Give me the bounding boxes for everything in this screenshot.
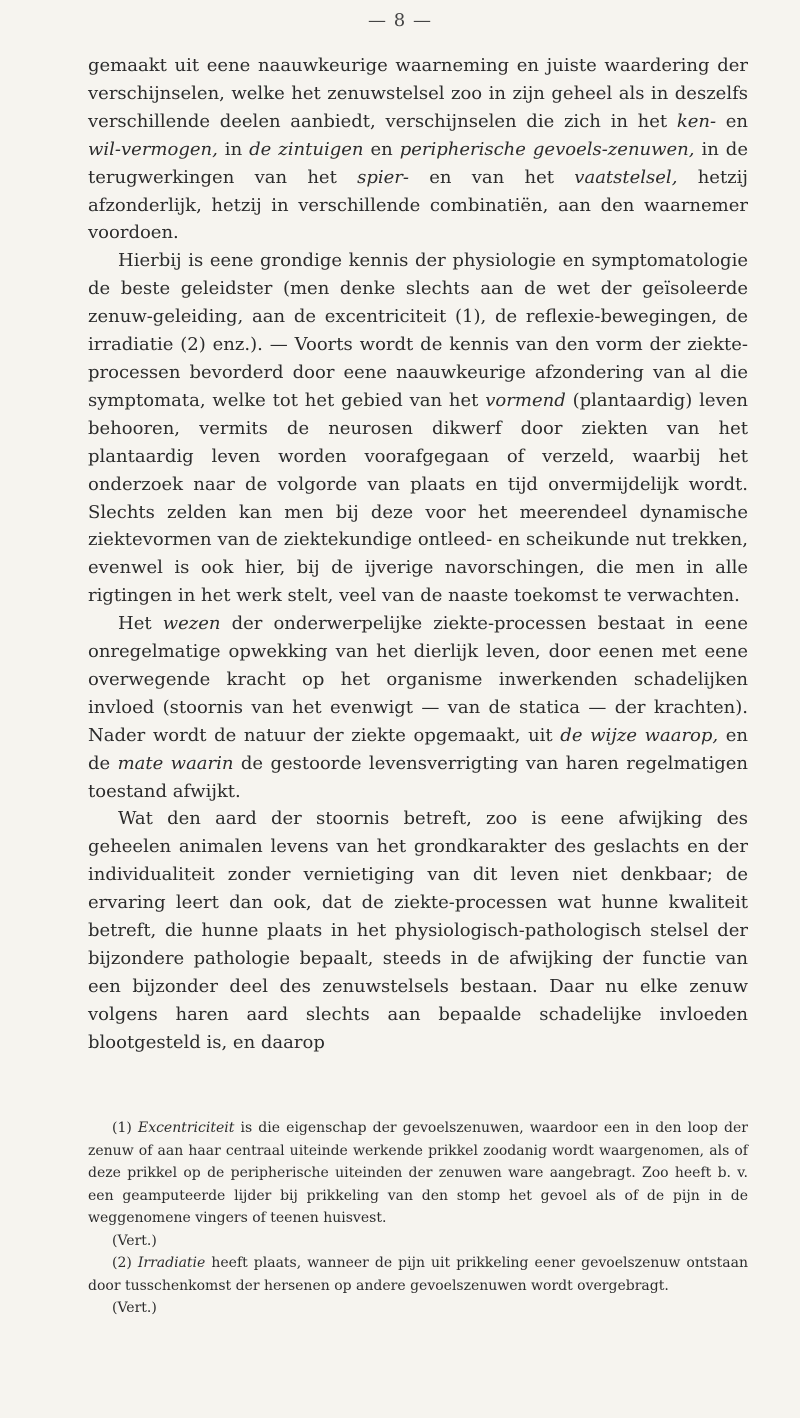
italic-term: wil-vermogen, [88, 138, 218, 160]
italic-term: de zintuigen [249, 138, 364, 160]
italic-term: vaatstelsel, [574, 166, 678, 188]
italic-term: ken- [676, 110, 717, 132]
text-run: en [363, 138, 400, 160]
paragraph [88, 247, 748, 610]
text-run: Het [118, 613, 163, 635]
text-run: de gestoorde levensverrigting van haren regelmatigen toestand afwijkt. [88, 752, 748, 802]
italic-term: de wijze waarop, [560, 724, 719, 746]
italic-term: wezen [162, 613, 221, 635]
text-run: heeft plaats, wanneer de pijn uit prikkeling eener gevoelszenuw ontstaan door tusschenkomst der hersenen op andere gevoelszenuwen wordt overgebragt. [88, 1255, 748, 1294]
paragraph [88, 610, 748, 805]
text-run: in [217, 138, 250, 160]
italic-term: vormend [485, 389, 566, 411]
page-number-header: — 8 — [368, 10, 432, 31]
text-run: (plantaardig) leven behooren, vermits de neurosen dikwerf door ziekten van het plantaardig leven worden voorafgegaan of verzeld, waarbij het onderzoek naar de volgorde van plaats en tijd onvermijdelijk wordt. Slechts zelden kan men bij deze voor het meerendeel dynamische ziektevormen van de ziektekundige ontleed- en scheikunde nut trekken, evenwel is ook hier, bij de ijverige navorschingen, die men in alle rigtingen in het werk stelt, veel van de naaste toekomst te verwachten. [88, 389, 748, 607]
main-text [88, 52, 748, 1057]
italic-term: Excentriciteit [137, 1120, 235, 1136]
text-run: in de terugwerkingen van het [88, 138, 748, 188]
text-run: Hierbij is eene grondige kennis der physiologie en symptomatologie de beste geleidster (men denke slechts aan de wet der geïsoleerde zenuw-geleiding, aan de excentriciteit (1), de reflexie-bewegingen, de irradiatie (2) enz.). — Voorts wordt de kennis van den vorm der ziekte-processen bevorderd door eene naauwkeurige afzondering van al die symptomata, welke tot het gebied van het [88, 250, 748, 411]
text-run: is die eigenschap der gevoelszenuwen, waardoor een in den loop der zenuw of aan haar centraal uiteinde werkende prikkel zoodanig wordt waargenomen, als of deze prikkel op de peripherische uiteinden der zenuwen ware aangebragt. Zoo heeft b. v. een geamputeerde lijder bij prikkeling van den stomp het gevoel als of de pijn in de weggenomene vingers of teenen huisvest. [88, 1120, 748, 1226]
italic-term: mate waarin [117, 752, 234, 774]
text-run: Wat den aard der stoornis betreft, zoo is eene afwijking des geheelen animalen levens van het grondkarakter des geslachts en der individualiteit zonder vernietiging van dit leven niet denkbaar; de ervaring leert dan ook, dat de ziekte-processen wat hunne kwaliteit betreft, die hunne plaats in het physiologisch-pathologisch stelsel der bijzondere pathologie bepaalt, steeds in de afwijking der functie van een bijzonder deel des zenuwstelsels bestaan. Daar nu elke zenuw volgens haren aard slechts aan bepaalde schadelijke invloeden blootgesteld is, en daarop [88, 808, 748, 1053]
text-run: der onderwerpelijke ziekte-processen bestaat in eene onregelmatige opwekking van het dierlijk leven, door eenen met eene overwegende kracht op het organisme inwerkenden schadelijken invloed (stoornis van het evenwigt — van de statica — der krachten). Nader wordt de natuur der ziekte opgemaakt, uit [88, 613, 748, 746]
footnote-signature: (Vert.) [112, 1300, 157, 1316]
footnotes [88, 1117, 748, 1320]
footnote [88, 1252, 748, 1297]
paragraph [88, 52, 748, 247]
footnote-signature: (Vert.) [112, 1232, 157, 1249]
text-run: en de [88, 724, 749, 774]
paragraph [88, 805, 748, 1056]
footnote [88, 1117, 748, 1230]
italic-term: peripherische gevoels-zenuwen, [399, 138, 695, 160]
text-run: hetzij afzonderlijk, hetzij in verschillende combinatiën, aan den waarnemer voordoen. [88, 166, 748, 244]
italic-term: Irradiatie [137, 1255, 206, 1271]
italic-term: spier- [357, 166, 409, 188]
text-run: gemaakt uit eene naauwkeurige waarneming en juiste waardering der verschijnselen, welke het zenuwstelsel zoo in zijn geheel als in deszelfs verschillende deelen aanbiedt, verschijnselen die zich in het [88, 55, 748, 132]
text-run: en van het [408, 166, 575, 188]
text-run: en [716, 110, 748, 132]
text-run: (2) [112, 1255, 138, 1271]
text-run: (1) [112, 1120, 138, 1136]
